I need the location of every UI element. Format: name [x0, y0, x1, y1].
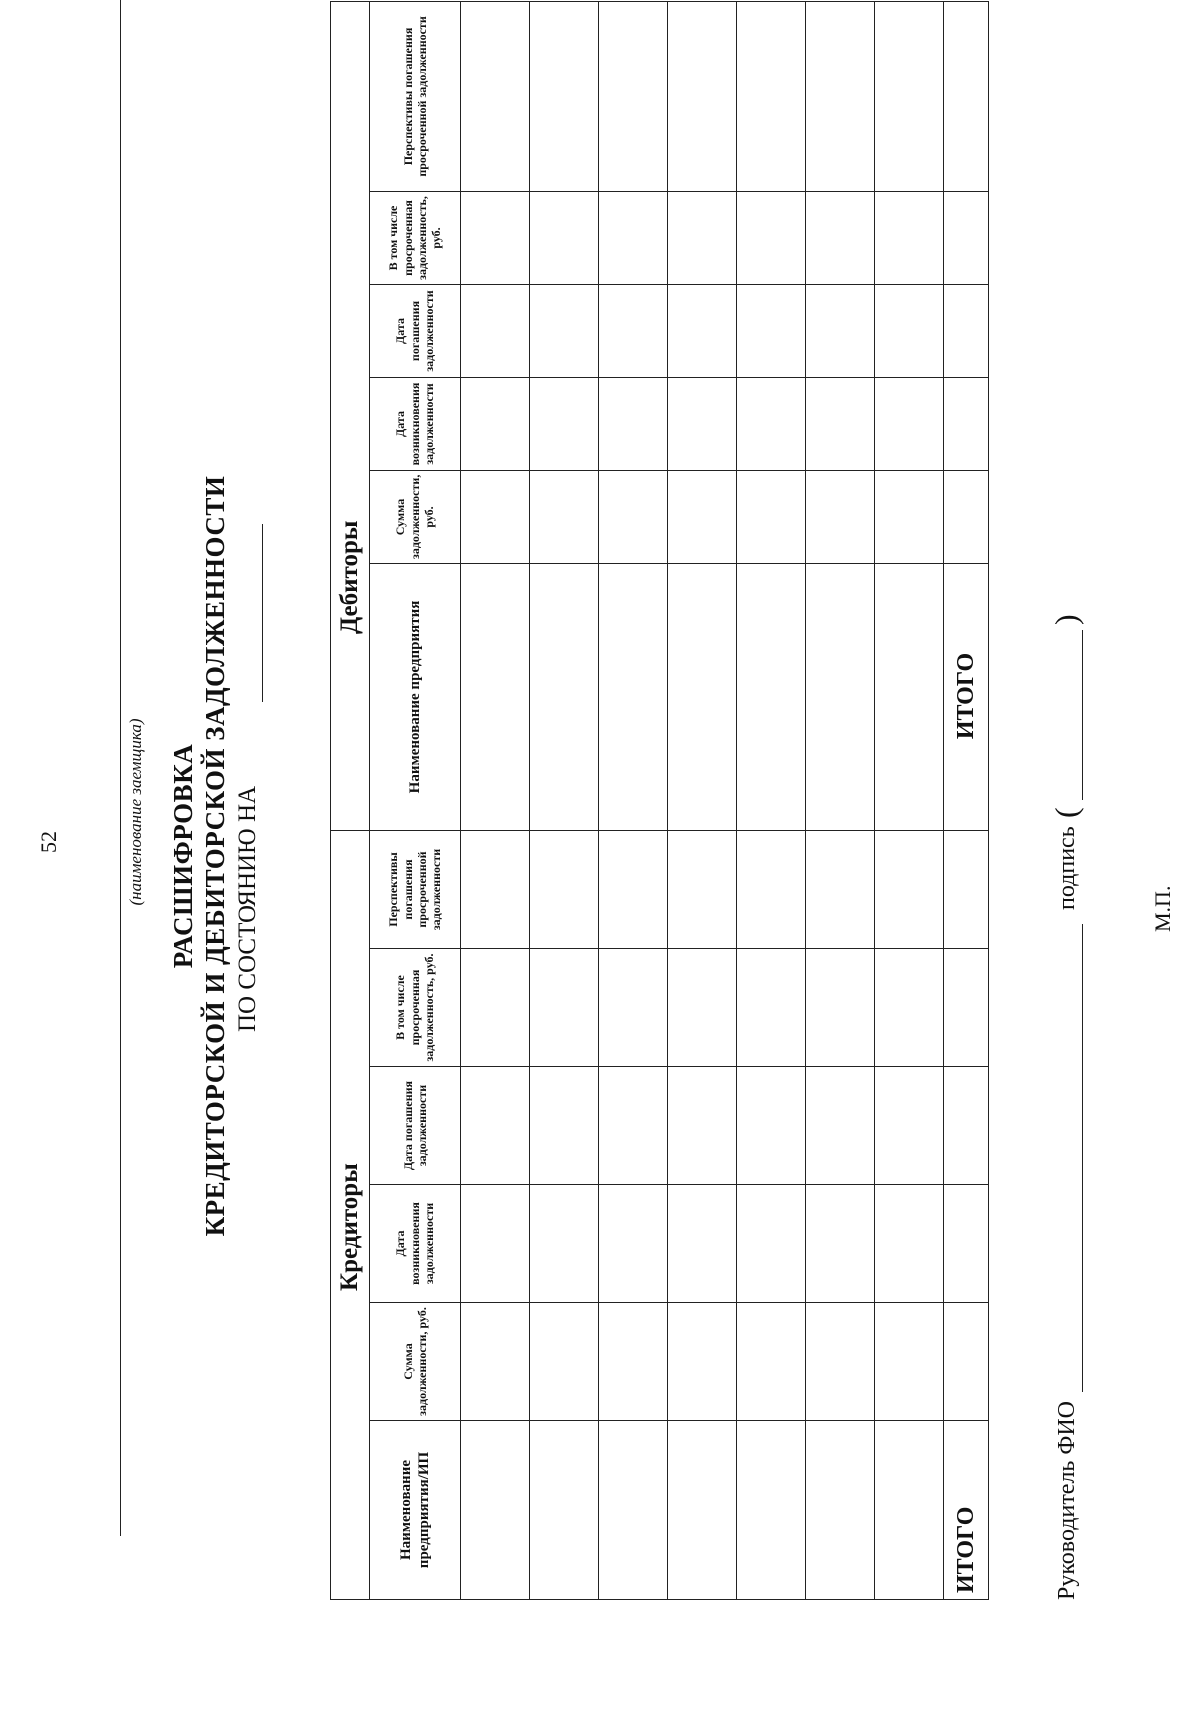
creditor-cell[interactable] — [599, 1421, 668, 1600]
creditor-cell[interactable] — [875, 1067, 944, 1185]
debtor-amount-header: Сумма задолженности, руб. — [370, 470, 461, 563]
debtors-group-header: Дебиторы — [331, 1, 370, 830]
creditor-cell[interactable] — [530, 949, 599, 1067]
creditor-cell[interactable] — [599, 830, 668, 948]
creditor-cell[interactable] — [737, 1185, 806, 1303]
debtor-cell[interactable] — [737, 563, 806, 830]
debtors-total-label: ИТОГО — [944, 563, 989, 830]
debt-breakdown-table — [330, 1, 989, 1600]
debtor-cell[interactable] — [875, 563, 944, 830]
creditor-cell[interactable] — [668, 830, 737, 948]
creditor-cell[interactable] — [599, 1067, 668, 1185]
head-fio-label: Руководитель ФИО — [1054, 1400, 1080, 1600]
debtor-cell[interactable] — [806, 1, 875, 191]
debtor-cell[interactable] — [599, 563, 668, 830]
debtor-cell[interactable] — [461, 191, 530, 284]
creditors-total-label: ИТОГО — [944, 1421, 989, 1600]
debtor-name-header: Наименование предприятия — [370, 563, 461, 830]
table-row — [530, 1, 599, 1599]
table-row — [737, 1, 806, 1599]
debtor-cell[interactable] — [806, 377, 875, 470]
creditor-cell[interactable] — [461, 1303, 530, 1421]
group-header-row — [331, 1, 370, 1599]
creditor-cell[interactable] — [875, 1303, 944, 1421]
document-subtitle: КРЕДИТОРСКОЙ И ДЕБИТОРСКОЙ ЗАДОЛЖЕННОСТИ — [200, 475, 230, 1237]
debtors-total-amount[interactable] — [944, 470, 989, 563]
debtor-cell[interactable] — [599, 377, 668, 470]
debtor-cell[interactable] — [599, 284, 668, 377]
column-header-row — [370, 1, 461, 1599]
creditor-cell[interactable] — [668, 1067, 737, 1185]
creditor-overdue-amount-header: В том числе просроченная задолженность, руб. — [370, 949, 461, 1067]
debtor-cell[interactable] — [530, 284, 599, 377]
creditors-total-cell — [944, 1185, 989, 1303]
creditor-repayment-date-header: Дата погашения задолженности — [370, 1067, 461, 1185]
creditor-cell[interactable] — [461, 949, 530, 1067]
debtor-cell[interactable] — [530, 563, 599, 830]
creditor-cell[interactable] — [530, 1067, 599, 1185]
as-of-date-label: ПО СОСТОЯНИЮ НА — [234, 785, 261, 1032]
debtor-cell[interactable] — [806, 470, 875, 563]
debtor-cell[interactable] — [668, 377, 737, 470]
creditor-cell[interactable] — [530, 1185, 599, 1303]
creditor-cell[interactable] — [806, 1421, 875, 1600]
signature-label: подпись — [1054, 826, 1080, 910]
debtor-overdue-prospects-header: Перспективы погашения просроченной задолженности — [370, 1, 461, 191]
debtors-total-cell — [944, 284, 989, 377]
borrower-name-line — [120, 0, 121, 1536]
creditor-overdue-prospects-header: Перспективы погашения просроченной задолженности — [370, 830, 461, 948]
debtor-cell[interactable] — [668, 284, 737, 377]
creditor-cell[interactable] — [806, 1303, 875, 1421]
creditors-group-header: Кредиторы — [331, 830, 370, 1599]
table-row — [668, 1, 737, 1599]
page-number: 52 — [36, 831, 61, 853]
creditor-cell[interactable] — [668, 949, 737, 1067]
table-row — [461, 1, 530, 1599]
creditor-cell[interactable] — [806, 1067, 875, 1185]
debtor-cell[interactable] — [461, 377, 530, 470]
table-row — [599, 1, 668, 1599]
debtor-cell[interactable] — [806, 191, 875, 284]
signature-open-paren: ( — [1048, 807, 1084, 818]
creditor-cell[interactable] — [737, 1067, 806, 1185]
creditor-cell[interactable] — [875, 949, 944, 1067]
creditors-total-overdue[interactable] — [944, 949, 989, 1067]
debtor-cell[interactable] — [737, 191, 806, 284]
debtor-cell[interactable] — [530, 191, 599, 284]
debtor-cell[interactable] — [461, 1, 530, 191]
debtor-cell[interactable] — [668, 1, 737, 191]
debtor-cell[interactable] — [806, 563, 875, 830]
creditor-cell[interactable] — [737, 1303, 806, 1421]
debtor-cell[interactable] — [875, 377, 944, 470]
creditor-cell[interactable] — [875, 830, 944, 948]
empty-data-rows — [461, 1, 944, 1599]
debtor-cell[interactable] — [461, 563, 530, 830]
head-fio-blank[interactable] — [1082, 924, 1083, 1392]
table-row — [875, 1, 944, 1599]
creditor-cell[interactable] — [599, 1303, 668, 1421]
debtor-cell[interactable] — [668, 191, 737, 284]
debtor-cell[interactable] — [875, 470, 944, 563]
borrower-caption: (наименование заемщика) — [126, 718, 145, 906]
creditor-cell[interactable] — [461, 1185, 530, 1303]
debtor-cell[interactable] — [599, 1, 668, 191]
debtor-cell[interactable] — [737, 1, 806, 191]
creditor-cell[interactable] — [530, 830, 599, 948]
table-row — [806, 1, 875, 1599]
as-of-date-blank — [262, 524, 263, 702]
creditor-cell[interactable] — [737, 949, 806, 1067]
creditor-cell[interactable] — [806, 949, 875, 1067]
debtor-cell[interactable] — [737, 470, 806, 563]
creditor-origin-date-header: Дата возникновения задолженности — [370, 1185, 461, 1303]
debtor-cell[interactable] — [599, 191, 668, 284]
creditor-amount-header: Сумма задолженности, руб. — [370, 1303, 461, 1421]
total-row — [944, 1, 989, 1599]
signature-block — [1048, 0, 1094, 1600]
creditor-cell[interactable] — [599, 949, 668, 1067]
debtor-cell[interactable] — [737, 377, 806, 470]
creditor-cell[interactable] — [806, 1185, 875, 1303]
creditor-cell[interactable] — [737, 1421, 806, 1600]
debtor-cell[interactable] — [875, 1, 944, 191]
creditor-name-header: Наименование предприятия/ИП — [370, 1421, 461, 1600]
debtor-cell[interactable] — [599, 470, 668, 563]
debtor-cell[interactable] — [737, 284, 806, 377]
debtor-origin-date-header: Дата возникновения задолженности — [370, 377, 461, 470]
debtor-cell[interactable] — [461, 284, 530, 377]
debtor-cell[interactable] — [530, 470, 599, 563]
creditor-cell[interactable] — [530, 1421, 599, 1600]
debtor-cell[interactable] — [875, 284, 944, 377]
signature-close-paren: ) — [1048, 614, 1084, 625]
creditor-cell[interactable] — [530, 1303, 599, 1421]
stamp-place-label: М.П. — [1150, 885, 1175, 932]
debtor-overdue-amount-header: В том числе просроченная задолженность, руб. — [370, 191, 461, 284]
debtor-cell[interactable] — [668, 563, 737, 830]
creditor-cell[interactable] — [461, 1421, 530, 1600]
creditor-cell[interactable] — [668, 1185, 737, 1303]
creditors-total-cell — [944, 1067, 989, 1185]
document-title: РАСШИФРОВКА — [168, 743, 198, 969]
signature-decoding-blank[interactable] — [1082, 630, 1083, 800]
creditor-cell[interactable] — [668, 1421, 737, 1600]
debtors-total-cell — [944, 377, 989, 470]
creditor-cell[interactable] — [461, 830, 530, 948]
debtor-cell[interactable] — [530, 1, 599, 191]
creditor-cell[interactable] — [875, 1185, 944, 1303]
debtor-cell[interactable] — [875, 191, 944, 284]
creditor-cell[interactable] — [668, 1303, 737, 1421]
debtor-cell[interactable] — [668, 470, 737, 563]
creditor-cell[interactable] — [461, 1067, 530, 1185]
creditors-total-amount[interactable] — [944, 1303, 989, 1421]
debtor-cell[interactable] — [806, 284, 875, 377]
debtor-repayment-date-header: Дата погашения задолженности — [370, 284, 461, 377]
creditor-cell[interactable] — [875, 1421, 944, 1600]
creditor-cell[interactable] — [599, 1185, 668, 1303]
debtor-cell[interactable] — [461, 470, 530, 563]
creditors-total-cell — [944, 830, 989, 948]
debtor-cell[interactable] — [530, 377, 599, 470]
debtors-total-cell — [944, 1, 989, 191]
debtors-total-overdue[interactable] — [944, 191, 989, 284]
creditor-cell[interactable] — [806, 830, 875, 948]
creditor-cell[interactable] — [737, 830, 806, 948]
